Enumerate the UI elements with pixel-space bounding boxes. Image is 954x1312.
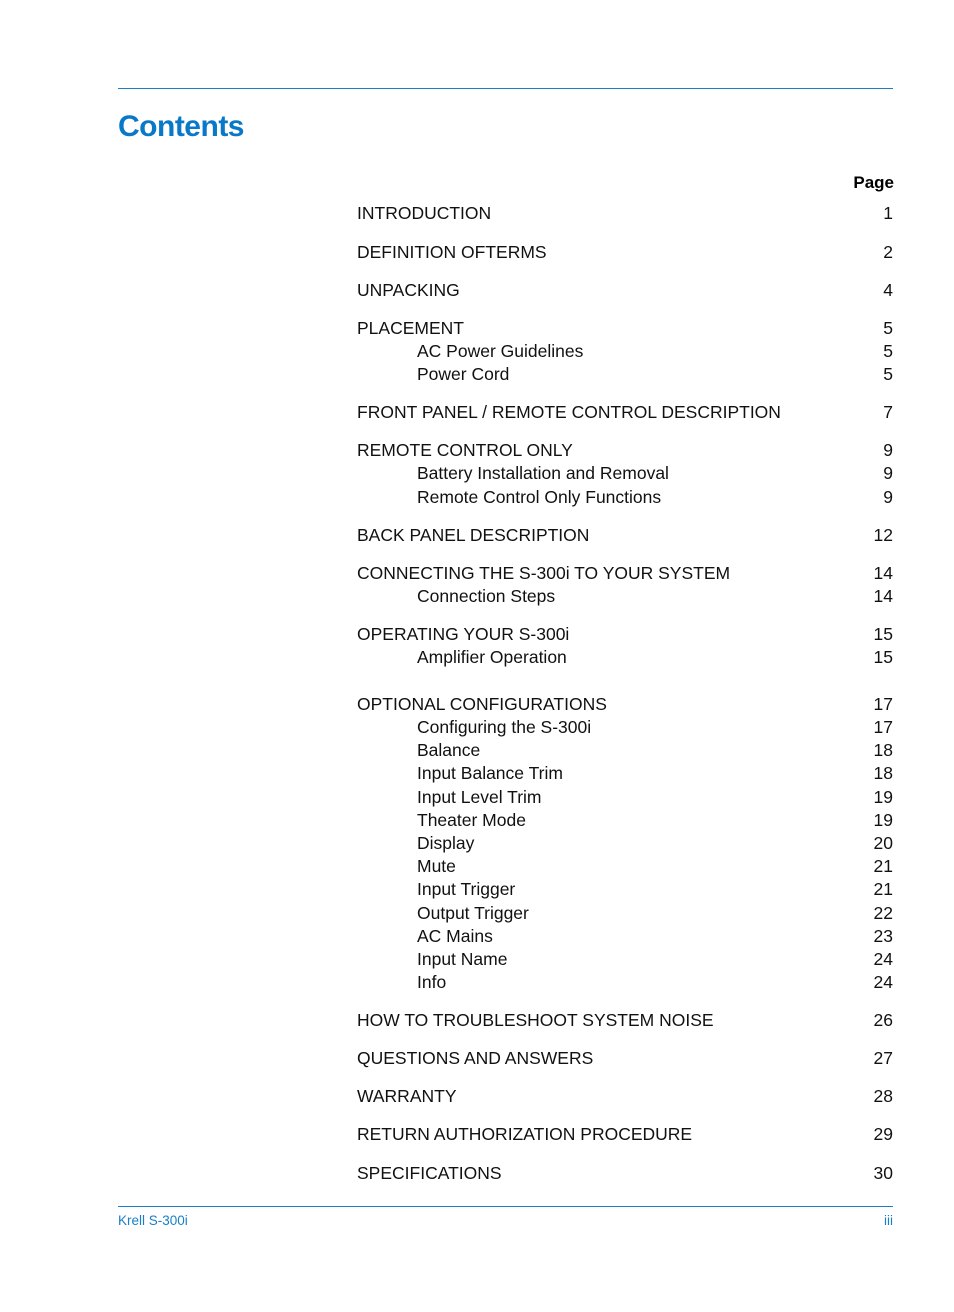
toc-entry-page: 17 [873, 717, 893, 737]
toc-entry-label: AC Mains [417, 926, 493, 946]
header-rule [118, 88, 893, 89]
toc-entry-page: 5 [883, 341, 893, 361]
toc-entry-page: 15 [873, 647, 893, 667]
toc-entry-label: FRONT PANEL / REMOTE CONTROL DESCRIPTION [357, 402, 781, 422]
toc-entry [357, 202, 893, 225]
toc-entry-page: 24 [873, 949, 893, 969]
toc-entry [357, 562, 893, 585]
toc-entry-label: WARRANTY [357, 1086, 457, 1106]
toc-entry [357, 439, 893, 462]
toc-entry-label: Amplifier Operation [417, 647, 567, 667]
toc-entry [357, 524, 893, 547]
toc-entry-label: Configuring the S-300i [417, 717, 592, 737]
toc-entry-label: QUESTIONS AND ANSWERS [357, 1048, 594, 1068]
toc-entry [357, 1162, 893, 1185]
toc-entry-page: 27 [873, 1048, 893, 1068]
toc-entry-page: 12 [873, 525, 893, 545]
footer-product-name: Krell S-300i [118, 1213, 188, 1228]
toc-entry [357, 693, 893, 716]
toc-entry-page: 21 [873, 856, 893, 876]
toc-subentry [357, 832, 893, 855]
toc-entry-page: 14 [873, 563, 893, 583]
toc-subentry [357, 462, 893, 485]
page-title: Contents [118, 110, 244, 143]
toc-subentry [357, 925, 893, 948]
toc-entry-page: 21 [873, 879, 893, 899]
toc-entry-page: 20 [873, 833, 893, 853]
toc-subentry [357, 340, 893, 363]
toc-subentry [357, 646, 893, 669]
toc-subentry [357, 739, 893, 762]
toc-entry-label: Output Trigger [417, 903, 529, 923]
toc-entry-page: 30 [873, 1163, 893, 1183]
toc-subentry [357, 971, 893, 994]
toc-entry-page: 18 [873, 763, 893, 783]
toc-entry-label: BACK PANEL DESCRIPTION [357, 525, 590, 545]
toc-entry-label: DEFINITION OFTERMS [357, 242, 547, 262]
toc-subentry [357, 855, 893, 878]
toc-entry-page: 4 [883, 280, 893, 300]
toc-entry-label: Remote Control Only Functions [417, 487, 662, 507]
page-column-header: Page [853, 173, 894, 192]
toc-entry-page: 26 [873, 1010, 893, 1030]
toc-entry-page: 7 [883, 402, 893, 422]
toc-entry-label: Display [417, 833, 475, 853]
toc-subentry [357, 786, 893, 809]
toc-entry-page: 24 [873, 972, 893, 992]
toc-entry-label: Input Level Trim [417, 787, 542, 807]
toc-entry-page: 9 [883, 487, 893, 507]
toc-entry [357, 279, 893, 302]
toc-entry-page: 9 [883, 463, 893, 483]
toc-entry-page: 5 [883, 318, 893, 338]
toc-entry-label: Balance [417, 740, 481, 760]
toc-entry-label: UNPACKING [357, 280, 460, 300]
toc-entry [357, 1085, 893, 1108]
toc-entry-page: 15 [873, 624, 893, 644]
toc-entry-label: Power Cord [417, 364, 510, 384]
toc-entry-label: HOW TO TROUBLESHOOT SYSTEM NOISE [357, 1010, 714, 1030]
toc-entry-page: 28 [873, 1086, 893, 1106]
toc-entry-label: CONNECTING THE S-300i TO YOUR SYSTEM [357, 563, 731, 583]
toc-subentry [357, 762, 893, 785]
toc-entry-page: 18 [873, 740, 893, 760]
toc-entry-page: 29 [873, 1124, 893, 1144]
toc-entry-page: 5 [883, 364, 893, 384]
footer-page-number: iii [884, 1213, 893, 1228]
toc-entry-label: OPERATING YOUR S-300i [357, 624, 570, 644]
toc-entry-label: Mute [417, 856, 456, 876]
toc-entry-label: INTRODUCTION [357, 203, 492, 223]
toc-entry [357, 1047, 893, 1070]
toc-entry-label: AC Power Guidelines [417, 341, 584, 361]
toc-entry-label: PLACEMENT [357, 318, 464, 338]
toc-entry-page: 22 [873, 903, 893, 923]
toc-entry-label: SPECIFICATIONS [357, 1163, 502, 1183]
toc-entry-page: 9 [883, 440, 893, 460]
toc-entry-page: 1 [883, 203, 893, 223]
toc-entry-label: Connection Steps [417, 586, 556, 606]
toc-entry [357, 1009, 893, 1032]
toc-entry-label: OPTIONAL CONFIGURATIONS [357, 694, 607, 714]
toc-subentry [357, 948, 893, 971]
toc-entry-label: Theater Mode [417, 810, 526, 830]
toc-entry-label: REMOTE CONTROL ONLY [357, 440, 573, 460]
toc-subentry [357, 902, 893, 925]
toc-entry [357, 1123, 893, 1146]
toc-entry [357, 241, 893, 264]
toc-entry-label: Input Balance Trim [417, 763, 563, 783]
toc-subentry [357, 585, 893, 608]
toc-subentry [357, 363, 893, 386]
toc-entry-label: Info [417, 972, 447, 992]
toc-entry [357, 623, 893, 646]
toc-entry-page: 19 [873, 810, 893, 830]
toc-subentry [357, 486, 893, 509]
toc-subentry [357, 716, 893, 739]
toc-entry-label: Input Name [417, 949, 508, 969]
toc-entry-page: 19 [873, 787, 893, 807]
toc-entry [357, 401, 893, 424]
toc-entry-page: 14 [873, 586, 893, 606]
toc-entry-label: RETURN AUTHORIZATION PROCEDURE [357, 1124, 693, 1144]
toc-entry-label: Input Trigger [417, 879, 516, 899]
toc-entry-page: 2 [883, 242, 893, 262]
toc-entry-page: 23 [873, 926, 893, 946]
toc-entry-page: 17 [873, 694, 893, 714]
toc-entry-label: Battery Installation and Removal [417, 463, 669, 483]
toc-entry [357, 317, 893, 340]
toc-subentry [357, 878, 893, 901]
toc-subentry [357, 809, 893, 832]
footer-rule [118, 1206, 893, 1207]
